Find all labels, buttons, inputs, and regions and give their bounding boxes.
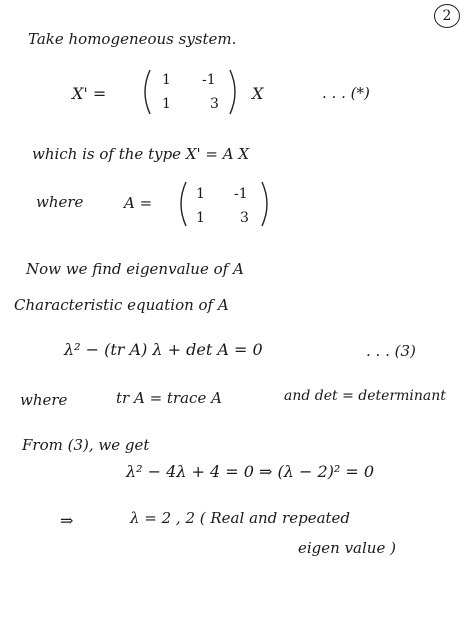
matrix-2-brackets (176, 180, 272, 228)
line-lambda-result: λ = 2 , 2 ( Real and repeated (130, 509, 351, 527)
line-eigenvalue: Now we find eigenvalue of A (26, 260, 244, 278)
line3-where: where (36, 193, 84, 211)
line-from-3: From (3), we get (22, 436, 150, 454)
eq1-lhs: X' = (72, 84, 107, 103)
line3-A-equals: A = (124, 194, 153, 212)
line7-where: where (20, 391, 68, 409)
line-characteristic: Characteristic equation of A (14, 296, 229, 314)
line-eigen-value: eigen value ) (298, 539, 396, 557)
line-quadratic: λ² − 4λ + 4 = 0 ⇒ (λ − 2)² = 0 (126, 462, 375, 481)
matrix-1-a12: -1 (202, 72, 216, 88)
eq1-rhs: X (252, 84, 264, 103)
matrix-1-a11: 1 (162, 72, 171, 88)
matrix-2-a12: -1 (234, 186, 248, 202)
matrix-1 (140, 68, 240, 116)
page-number: 2 (442, 8, 452, 24)
implies-arrow: ⇒ (60, 511, 74, 530)
line-char-equation-tag: . . . (3) (366, 342, 416, 360)
page-number-badge (434, 4, 460, 28)
line-homogeneous-system: Take homogeneous system. (28, 30, 237, 48)
matrix-2 (176, 180, 272, 228)
line-char-equation: λ² − (tr A) λ + det A = 0 (64, 340, 263, 359)
line-type: which is of the type X' = A X (32, 145, 250, 163)
eq1-tag: . . . (*) (322, 84, 370, 102)
matrix-1-brackets (140, 68, 240, 116)
line7-trace: tr A = trace A (116, 389, 222, 407)
matrix-2-a11: 1 (196, 186, 205, 202)
matrix-1-a22: 3 (210, 96, 219, 112)
line7-det: and det = determinant (284, 388, 446, 404)
matrix-2-a22: 3 (240, 210, 249, 226)
matrix-2-a21: 1 (196, 210, 205, 226)
matrix-1-a21: 1 (162, 96, 171, 112)
